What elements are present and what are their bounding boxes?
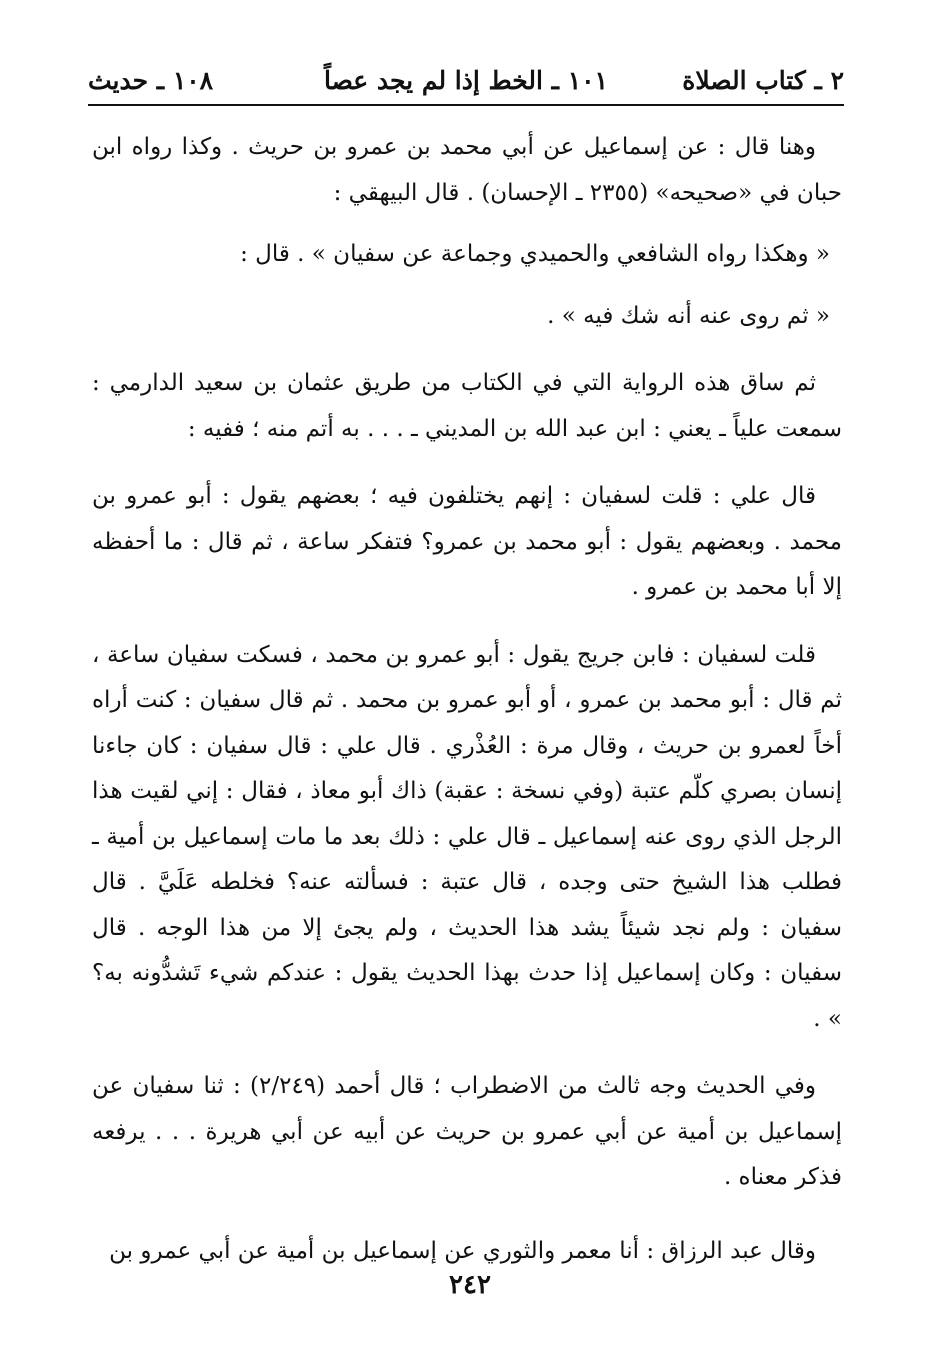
paragraph-1: وهنا قال : عن إسماعيل عن أبي محمد بن عمرو بن حريث . وكذا رواه ابن حبان في «صحيحه» (٢٣٥٥ ـ الإحسان) . قال البيهقي :	[92, 134, 842, 206]
paragraph-6: وقال عبد الرزاق : أنا معمر والثوري عن إسماعيل بن أمية عن أبي عمرو بن	[109, 1237, 816, 1264]
paragraph-4: قلت لسفيان : فابن جريج يقول : أبو عمرو بن محمد ، فسكت سفيان ساعة ، ثم قال : أبو محمد بن عمرو ، أو أبو عمرو بن محمد . ثم قال سفيان : كنت أراه أخاً لعمرو بن حريث ، وقال مرة : العُذْري . قال علي : قال سفيان : كان جاءنا إنسان بصري كلّم عتبة (وفي نسخة : عقبة) ذاك أبو معاذ ، فقال : إني لقيت هذا الرجل الذي روى عنه إسماعيل ـ قال علي : ذلك بعد ما مات إسماعيل بن أمية ـ فطلب هذا الشيخ حتى وجده ، قال عتبة : فسألته عنه؟ فخلطه عَلَيَّ . قال سفيان : ولم نجد شيئاً يشد هذا الحديث ، ولم يجئ إلا من هذا الوجه . قال سفيان : وكان إسماعيل إذا حدث بهذا الحديث يقول : عندكم شيء تَشدُّونه به؟ » .	[92, 641, 842, 1032]
header-divider	[88, 104, 844, 106]
quote-1: « وهكذا رواه الشافعي والحميدي وجماعة عن سفيان » . قال :	[240, 241, 830, 267]
running-header	[88, 60, 844, 100]
paragraph-5: وفي الحديث وجه ثالث من الاضطراب ؛ قال أحمد (٢/٢٤٩) : ثنا سفيان عن إسماعيل بن أمية عن أبي عمرو بن حريث عن أبيه عن أبي هريرة . . . يرفعه فذكر معناه .	[92, 1073, 842, 1190]
header-chapter-title: ١٠١ ـ الخط إذا لم يجد عصاً	[324, 65, 608, 95]
header-hadith-number: ١٠٨ ـ حديث	[88, 65, 214, 95]
paragraph-3: قال علي : قلت لسفيان : إنهم يختلفون فيه ؛ بعضهم يقول : أبو عمرو بن محمد . وبعضهم يقول : أبو محمد بن عمرو؟ فتفكر ساعة ، ثم قال : ما أحفظه إلا أبا محمد بن عمرو .	[92, 483, 842, 600]
paragraph-2: ثم ساق هذه الرواية التي في الكتاب من طريق عثمان بن سعيد الدارمي : سمعت علياً ـ يعني : ابن عبد الله بن المديني ـ . . . به أتم منه ؛ ففيه :	[92, 370, 842, 442]
header-book-title: ٢ ـ كتاب الصلاة	[682, 65, 844, 95]
page-number: ٢٤٢	[449, 1270, 491, 1300]
quote-2: « ثم روى عنه أنه شك فيه » .	[547, 302, 830, 329]
page-body	[92, 125, 842, 1274]
